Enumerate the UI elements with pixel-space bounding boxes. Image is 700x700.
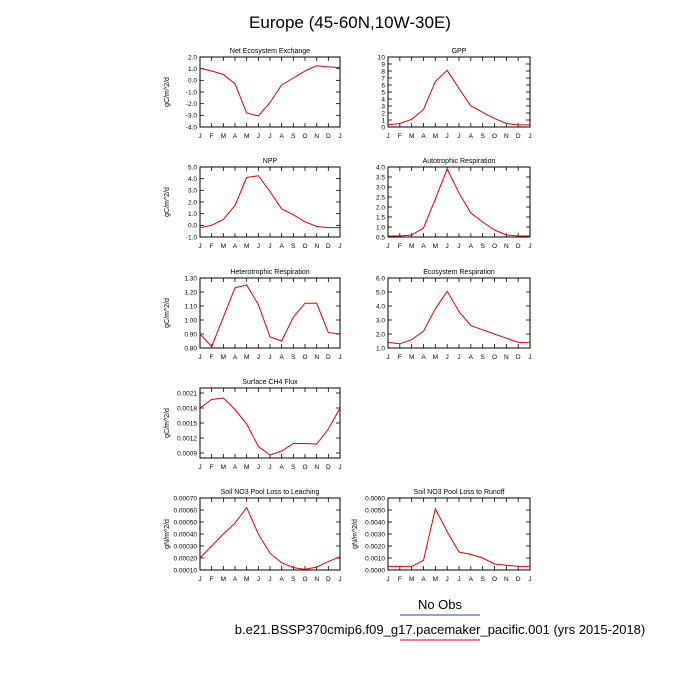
y-tick-label: 0.0020 (365, 543, 385, 551)
y-axis-label: gC/m^2/d (164, 187, 171, 217)
x-tick-label: J (268, 576, 272, 583)
y-tick-label: 2.0 (375, 204, 385, 212)
panel-0 (164, 48, 342, 140)
x-tick-label: M (243, 464, 250, 471)
x-tick-label: J (457, 133, 461, 140)
y-tick-label: 0.00050 (173, 519, 197, 527)
x-tick-label: J (457, 576, 461, 583)
plot-frame (388, 167, 530, 237)
y-axis-label: gC/m^2/d (164, 408, 171, 438)
x-tick-label: J (268, 133, 272, 140)
x-tick-label: J (528, 576, 532, 583)
x-tick-label: S (291, 133, 296, 140)
x-tick-label: N (503, 354, 509, 361)
panels (164, 48, 532, 583)
figure-title: Europe (45-60N,10W-30E) (249, 13, 451, 32)
x-tick-label: D (515, 354, 521, 361)
x-tick-label: M (220, 133, 227, 140)
panel-6 (164, 379, 342, 471)
x-tick-label: N (314, 243, 320, 250)
x-tick-label: J (528, 133, 532, 140)
x-tick-label: A (279, 576, 284, 583)
x-tick-label: F (397, 243, 402, 250)
y-tick-label: 2.0 (375, 331, 385, 339)
x-tick-label: A (468, 354, 474, 361)
x-tick-label: F (397, 133, 402, 140)
x-tick-label: A (279, 464, 284, 471)
y-tick-label: 1.5 (375, 214, 385, 222)
x-tick-label: A (232, 243, 238, 250)
x-tick-label: M (408, 133, 415, 140)
y-tick-label: 0.0021 (177, 390, 197, 398)
x-tick-label: J (445, 576, 449, 583)
x-tick-label: N (314, 354, 320, 361)
y-tick-label: 1.0 (375, 345, 385, 353)
panel-4 (164, 269, 342, 361)
x-tick-label: A (279, 133, 284, 140)
y-tick-label: 1 (381, 117, 385, 125)
y-tick-label: 8 (381, 68, 385, 76)
x-tick-label: M (432, 576, 439, 583)
x-tick-label: N (314, 576, 320, 583)
series-line-0 (200, 285, 340, 347)
y-tick-label: 1.20 (184, 289, 197, 297)
x-tick-label: A (468, 576, 474, 583)
panel-1 (378, 48, 532, 140)
x-tick-label: A (232, 133, 238, 140)
x-tick-label: M (220, 354, 227, 361)
panel-title: NPP (262, 158, 278, 165)
x-tick-label: J (386, 576, 390, 583)
y-tick-label: 3.0 (187, 187, 197, 195)
y-tick-label: 7 (381, 75, 385, 83)
x-tick-label: M (243, 576, 250, 583)
plot-frame (388, 498, 530, 570)
x-tick-label: D (515, 133, 521, 140)
x-tick-label: J (386, 133, 390, 140)
series-line-0 (200, 176, 340, 228)
y-tick-label: -1.0 (185, 89, 197, 97)
x-tick-label: O (491, 133, 498, 140)
y-tick-label: 1.30 (184, 275, 197, 283)
y-tick-label: 0.0009 (177, 450, 197, 458)
y-tick-label: 0.00060 (173, 507, 197, 515)
y-axis-label: gC/m^2/d (164, 298, 171, 328)
x-tick-label: O (302, 133, 308, 140)
y-tick-label: 0.0050 (365, 507, 385, 515)
x-tick-label: M (243, 354, 250, 361)
y-tick-label: 3.0 (375, 317, 385, 325)
x-tick-label: J (338, 576, 342, 583)
x-tick-label: J (457, 354, 461, 361)
x-tick-label: J (256, 133, 260, 140)
x-tick-label: A (232, 354, 238, 361)
x-tick-label: D (515, 243, 521, 250)
panel-3 (376, 158, 532, 250)
legend-label-no-obs: No Obs (417, 597, 463, 612)
x-tick-label: N (503, 576, 509, 583)
x-tick-label: J (445, 354, 449, 361)
x-tick-label: A (468, 133, 474, 140)
x-tick-label: J (457, 243, 461, 250)
y-tick-label: 0.90 (184, 331, 197, 339)
x-tick-label: J (198, 243, 202, 250)
panel-title: Autotrophic Respiration (422, 158, 496, 165)
x-tick-label: S (480, 576, 485, 583)
x-tick-label: N (503, 133, 509, 140)
x-tick-label: J (198, 133, 202, 140)
x-tick-label: M (432, 133, 439, 140)
y-tick-label: -3.0 (185, 112, 197, 120)
y-tick-label: 0.00070 (173, 495, 197, 503)
y-tick-label: 3.0 (375, 184, 385, 192)
panel-title: Soil NO3 Pool Loss to Leaching (220, 489, 320, 496)
x-tick-label: M (220, 464, 227, 471)
plot-frame (388, 57, 530, 127)
x-tick-label: M (243, 243, 250, 250)
plot-frame (200, 57, 340, 127)
series-line-0 (388, 509, 530, 567)
x-tick-label: D (325, 243, 331, 250)
x-tick-label: J (338, 464, 342, 471)
y-tick-label: -1.0 (185, 234, 197, 242)
series-line-0 (388, 70, 530, 125)
x-tick-label: F (209, 354, 214, 361)
x-tick-label: A (421, 243, 426, 250)
x-tick-label: S (480, 354, 485, 361)
y-tick-label: 1.00 (184, 317, 197, 325)
plot-frame (200, 278, 340, 348)
x-tick-label: J (338, 354, 342, 361)
x-tick-label: A (279, 354, 284, 361)
series-line-0 (200, 66, 340, 116)
x-tick-label: J (198, 354, 202, 361)
x-tick-label: J (268, 243, 272, 250)
x-tick-label: S (480, 243, 485, 250)
x-tick-label: S (291, 243, 296, 250)
y-tick-label: 2 (381, 110, 385, 118)
y-tick-label: 0.00030 (173, 543, 197, 551)
y-tick-label: 0.0 (187, 222, 197, 230)
x-tick-label: F (397, 354, 402, 361)
plot-frame (388, 278, 530, 348)
x-tick-label: A (421, 133, 426, 140)
y-tick-label: 9 (381, 61, 385, 69)
x-tick-label: A (421, 576, 426, 583)
x-tick-label: F (397, 576, 402, 583)
y-tick-label: 0.0030 (365, 531, 385, 539)
x-tick-label: M (243, 133, 250, 140)
x-tick-label: D (325, 133, 331, 140)
y-tick-label: 2.0 (187, 54, 197, 62)
x-tick-label: O (302, 243, 308, 250)
y-tick-label: -4.0 (185, 124, 197, 132)
x-tick-label: M (408, 354, 415, 361)
x-tick-label: O (302, 576, 308, 583)
x-tick-label: M (220, 576, 227, 583)
legend-label-model: b.e21.BSSP370cmip6.f09_g17.pacemaker_pacific.001 (yrs 2015-2018) (234, 622, 646, 637)
y-tick-label: 0.0010 (365, 555, 385, 563)
y-tick-label: 0.0018 (177, 405, 197, 413)
x-tick-label: N (314, 464, 320, 471)
x-tick-label: D (325, 354, 331, 361)
y-tick-label: 0.00040 (173, 531, 197, 539)
x-tick-label: F (209, 576, 214, 583)
x-tick-label: F (209, 243, 214, 250)
y-tick-label: 3.5 (375, 174, 385, 182)
x-tick-label: J (256, 354, 260, 361)
panel-title: Surface CH4 Flux (242, 379, 298, 386)
y-tick-label: 1.0 (187, 210, 197, 218)
x-tick-label: D (325, 576, 331, 583)
x-tick-label: J (256, 464, 260, 471)
panel-title: Soil NO3 Pool Loss to Runoff (413, 489, 505, 496)
y-tick-label: 0.5 (375, 234, 385, 242)
x-tick-label: J (528, 354, 532, 361)
x-tick-label: J (386, 243, 390, 250)
series-line-0 (200, 508, 340, 570)
x-tick-label: J (268, 354, 272, 361)
x-tick-label: M (432, 354, 439, 361)
x-tick-label: O (491, 354, 498, 361)
y-tick-label: 0.0060 (365, 495, 385, 503)
panel-7 (164, 489, 342, 583)
x-tick-label: J (445, 243, 449, 250)
x-tick-label: A (232, 464, 238, 471)
series-line-0 (200, 398, 340, 455)
y-tick-label: 0.0012 (177, 435, 197, 443)
x-tick-label: J (528, 243, 532, 250)
y-tick-label: 10 (377, 54, 385, 62)
legend (235, 597, 645, 640)
x-tick-label: S (291, 464, 296, 471)
panel-title: Net Ecosystem Exchange (229, 48, 311, 55)
panel-2 (164, 158, 342, 250)
panel-title: Ecosystem Respiration (423, 269, 495, 276)
y-tick-label: 1.0 (375, 224, 385, 232)
x-tick-label: A (421, 354, 426, 361)
x-tick-label: O (302, 464, 308, 471)
x-tick-label: J (338, 243, 342, 250)
panel-title: Heterotrophic Respiration (230, 269, 310, 276)
x-tick-label: J (386, 354, 390, 361)
x-tick-label: F (209, 133, 214, 140)
x-tick-label: A (468, 243, 474, 250)
y-tick-label: 6 (381, 82, 385, 90)
x-tick-label: M (220, 243, 227, 250)
panel-5 (376, 269, 532, 361)
y-tick-label: 2.0 (187, 199, 197, 207)
x-tick-label: J (338, 133, 342, 140)
y-tick-label: 4.0 (375, 303, 385, 311)
y-tick-label: 1.0 (187, 65, 197, 73)
x-tick-label: J (268, 464, 272, 471)
y-tick-label: 4.0 (375, 164, 385, 172)
x-tick-label: D (325, 464, 331, 471)
x-tick-label: O (491, 576, 498, 583)
y-axis-label: gC/m^2/d (164, 77, 171, 107)
y-tick-label: 0.00020 (173, 555, 197, 563)
y-axis-label: gN/m^2/d (164, 519, 171, 549)
y-axis-label: gN/m^2/d (352, 519, 359, 549)
y-tick-label: 5.0 (187, 164, 197, 172)
y-tick-label: 0.0040 (365, 519, 385, 527)
x-tick-label: S (480, 133, 485, 140)
x-tick-label: A (279, 243, 284, 250)
x-tick-label: M (432, 243, 439, 250)
y-tick-label: 0.0000 (365, 567, 385, 575)
panel-title: GPP (451, 48, 467, 55)
x-tick-label: S (291, 354, 296, 361)
y-tick-label: 0.0015 (177, 420, 197, 428)
y-tick-label: 5.0 (375, 289, 385, 297)
y-tick-label: 2.5 (375, 194, 385, 202)
panel-8 (352, 489, 532, 583)
x-tick-label: N (314, 133, 320, 140)
y-tick-label: -2.0 (185, 100, 197, 108)
series-line-0 (388, 169, 530, 236)
y-tick-label: 0.00010 (173, 567, 197, 575)
y-tick-label: 4 (381, 96, 385, 104)
y-tick-label: 3 (381, 103, 385, 111)
x-tick-label: J (256, 243, 260, 250)
x-tick-label: O (302, 354, 308, 361)
y-tick-label: 0 (381, 124, 385, 132)
x-tick-label: J (445, 133, 449, 140)
x-tick-label: J (256, 576, 260, 583)
y-tick-label: 6.0 (375, 275, 385, 283)
x-tick-label: O (491, 243, 498, 250)
x-tick-label: A (232, 576, 238, 583)
x-tick-label: M (408, 243, 415, 250)
x-tick-label: M (408, 576, 415, 583)
x-tick-label: J (198, 576, 202, 583)
y-tick-label: 0.0 (187, 77, 197, 85)
plot-frame (200, 498, 340, 570)
x-tick-label: D (515, 576, 521, 583)
series-line-0 (388, 291, 530, 344)
x-tick-label: N (503, 243, 509, 250)
x-tick-label: J (198, 464, 202, 471)
x-tick-label: F (209, 464, 214, 471)
y-tick-label: 1.10 (184, 303, 197, 311)
y-tick-label: 0.80 (184, 345, 197, 353)
y-tick-label: 4.0 (187, 175, 197, 183)
y-tick-label: 5 (381, 89, 385, 97)
x-tick-label: S (291, 576, 296, 583)
